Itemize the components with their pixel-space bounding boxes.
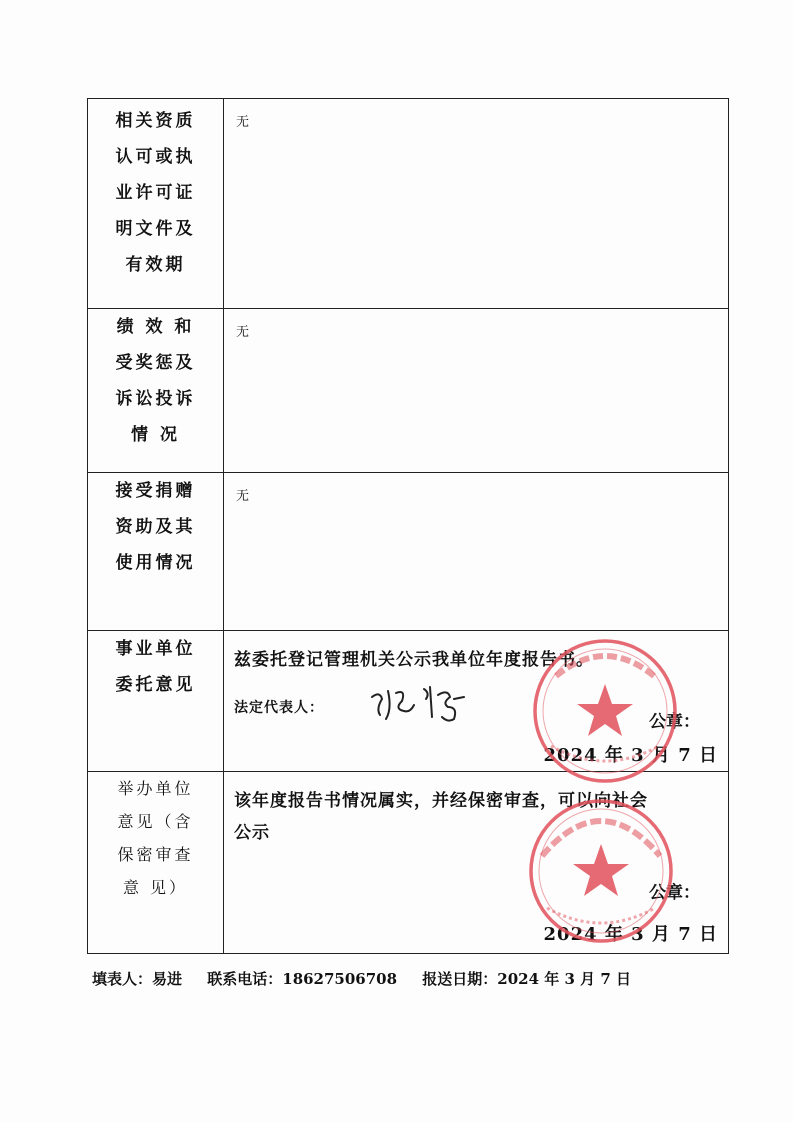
performance-label xyxy=(88,309,224,473)
performance-row xyxy=(88,309,729,473)
label-line: 意见（含 xyxy=(117,812,194,831)
label-line: 认可或执 xyxy=(115,147,196,167)
label-line: 保密审查 xyxy=(117,845,194,864)
performance-value-cell xyxy=(224,309,729,473)
label-line: 举办单位 xyxy=(117,779,194,798)
qualification-label xyxy=(88,99,224,309)
sponsor-opinion-date: 2024 年 3 月 7 日 xyxy=(543,924,718,945)
unit-opinion-label xyxy=(88,631,224,772)
sponsor-opinion-statement-line1: 该年度报告书情况属实，并经保密审查，可以向社会 xyxy=(234,791,648,811)
label-line: 使用情况 xyxy=(115,553,196,573)
sponsor-opinion-label xyxy=(88,772,224,954)
label-line: 意 见） xyxy=(122,878,189,897)
label-line: 明文件及 xyxy=(115,219,196,239)
donation-row xyxy=(88,473,729,631)
label-line: 接受捐赠 xyxy=(115,481,196,501)
label-line: 事业单位 xyxy=(115,639,196,659)
label-line: 相关资质 xyxy=(115,111,196,131)
contact-phone: 联系电话：18627506708 xyxy=(207,970,398,988)
performance-value: 无 xyxy=(236,325,250,340)
label-line: 资助及其 xyxy=(115,517,196,537)
legal-rep-signature xyxy=(366,683,476,725)
qualification-row xyxy=(88,99,729,309)
unit-opinion-date: 2024 年 3 月 7 日 xyxy=(543,745,718,766)
label-line: 委托意见 xyxy=(115,675,196,695)
label-line: 受奖惩及 xyxy=(115,353,196,373)
unit-opinion-statement: 兹委托登记管理机关公示我单位年度报告书。 xyxy=(234,650,594,670)
filler-name: 填表人：易进 xyxy=(92,970,183,988)
donation-value-cell xyxy=(224,473,729,631)
donation-value: 无 xyxy=(236,489,250,504)
sponsor-opinion-cell xyxy=(224,772,729,954)
report-form-table xyxy=(87,98,729,954)
unit-opinion-cell xyxy=(224,631,729,772)
sponsor-opinion-statement-line2: 公示 xyxy=(234,823,270,843)
label-line: 绩 效 和 xyxy=(116,317,195,337)
sponsor-seal-label: 公章： xyxy=(649,883,700,903)
label-line: 诉讼投诉 xyxy=(115,389,196,409)
label-line: 情 况 xyxy=(131,425,180,445)
form-footer xyxy=(92,968,651,989)
unit-seal-label: 公章： xyxy=(649,712,700,732)
qualification-value-cell xyxy=(224,99,729,309)
unit-opinion-row xyxy=(88,631,729,772)
label-line: 业许可证 xyxy=(115,183,196,203)
sponsor-opinion-row xyxy=(88,772,729,954)
label-line: 有效期 xyxy=(125,255,186,275)
donation-label xyxy=(88,473,224,631)
submit-date: 报送日期：2024 年 3 月 7 日 xyxy=(422,970,632,988)
qualification-value: 无 xyxy=(236,115,250,130)
legal-rep-label: 法定代表人： xyxy=(234,700,324,716)
